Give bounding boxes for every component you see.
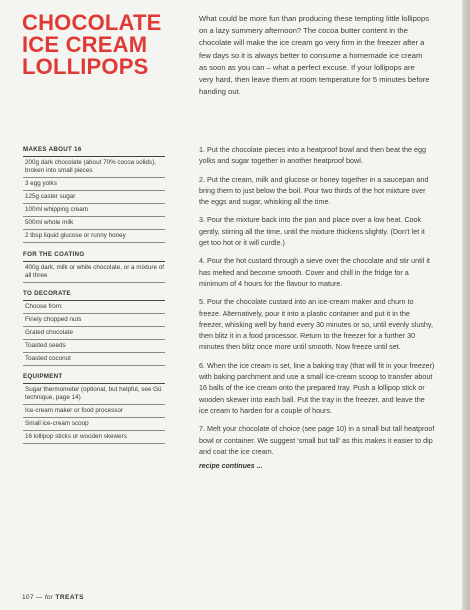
section-heading: EQUIPMENT (23, 372, 165, 384)
ingredient-row: 100ml whipping cream (23, 204, 165, 217)
title-line: ICE CREAM (22, 32, 148, 57)
recipe-title (22, 12, 182, 78)
makes-section (23, 145, 165, 243)
recipe-continues-note: recipe continues ... (199, 463, 263, 471)
method-step: 3. Pour the mixture back into the pan and place over a low heat. Cook gently, stirring all the time, until the mixture thickens slightly. (Don’t let it get too hot or it will curdle.) (199, 215, 425, 248)
intro-paragraph: What could be more fun than producing these tempting little lollipops on a lazy summery afternoon? The cocoa butter content in the chocolate will make the ice cream go very firm in the freezer after a few days so it is always better to consume a homemade ice cream as soon as you can – what a perfect excuse. If your lollipops are very hard, then leave them at room temperature for 5 minutes before handing out. (199, 14, 430, 97)
equipment-section (23, 372, 165, 444)
ingredient-row: Grated chocolate (23, 327, 165, 340)
title-line: LOLLIPOPS (22, 54, 149, 79)
ingredient-row: 500ml whole milk (23, 217, 165, 230)
equipment-row: Sugar thermometer (optional, but helpful, see Gü technique, page 14) (23, 384, 165, 405)
ingredient-row: 3 egg yolks (23, 178, 165, 191)
decorate-section (23, 289, 165, 366)
page-edge (462, 0, 470, 610)
section-heading: FOR THE COATING (23, 250, 165, 262)
footer-for: for (44, 594, 54, 601)
ingredient-row: 200g dark chocolate (about 70% cocoa solids), broken into small pieces (23, 157, 165, 178)
equipment-row: Ice-cream maker or food processor (23, 405, 165, 418)
footer-separator: — (35, 594, 43, 601)
page-number: 107 (22, 594, 34, 601)
ingredient-row: Choose from: (23, 301, 165, 314)
equipment-row: Small ice-cream scoop (23, 418, 165, 431)
ingredient-row: Toasted seeds (23, 340, 165, 353)
equipment-row: 16 lollipop sticks or wooden skewers (23, 431, 165, 444)
method-column (199, 144, 435, 470)
section-heading: MAKES ABOUT 16 (23, 145, 165, 157)
method-step: 2. Put the cream, milk and glucose or honey together in a saucepan and bring them to just below the boil. Pour two thirds of the hot mixture over the eggs and sugar, whisking all the time. (199, 174, 429, 207)
section-heading: TO DECORATE (23, 289, 165, 301)
ingredient-row: Finely chopped nuts (23, 314, 165, 327)
ingredients-column (23, 145, 165, 450)
title-line: CHOCOLATE (22, 10, 162, 35)
ingredient-row: 2 tbsp liquid glucose or runny honey (23, 230, 165, 243)
method-step: 1. Put the chocolate pieces into a heatproof bowl and then beat the egg yolks and sugar together in another heatproof bowl. (199, 145, 426, 166)
coating-section (23, 250, 165, 283)
ingredient-row: 125g caster sugar (23, 191, 165, 204)
method-step: 6. When the ice cream is set, line a baking tray (that will fit in your freezer) with baking parchment and use a small ice-cream scoop to transfer about 16 balls of the ice cream onto the prepared tray. Push a lollipop stick or wooden skewer into each ball. Put the tray in the freezer, and leave the ice cream to harden for a couple of hours. (199, 360, 435, 415)
method-step: 5. Pour the chocolate custard into an ice-cream maker and churn to freeze. Alternatively, pour it into a plastic container and put it in the freezer, whisking well by hand every 30 minutes or so, until evenly slushy, then blitz it in a food processor. Return to the freezer for a further 30 minutes then blitz once more until smooth. Now freeze until set. (199, 297, 433, 352)
method-step: 7. Melt your chocolate of choice (see page 10) in a small but tall heatproof bowl or container. We suggest ‘small but tall’ as this makes it easier to dip and coat the ice cream. (199, 424, 435, 456)
ingredient-row: 400g dark, milk or white chocolate, or a mixture of all three (23, 262, 165, 283)
method-step: 4. Pour the hot custard through a sieve over the chocolate and stir until it has melted and become smooth. Cover and chill in the fridge for a minimum of 4 hours for the flavour to mature. (199, 256, 430, 288)
footer-section: TREATS (55, 594, 84, 601)
ingredient-row: Toasted coconut (23, 353, 165, 366)
page-footer (22, 594, 84, 601)
